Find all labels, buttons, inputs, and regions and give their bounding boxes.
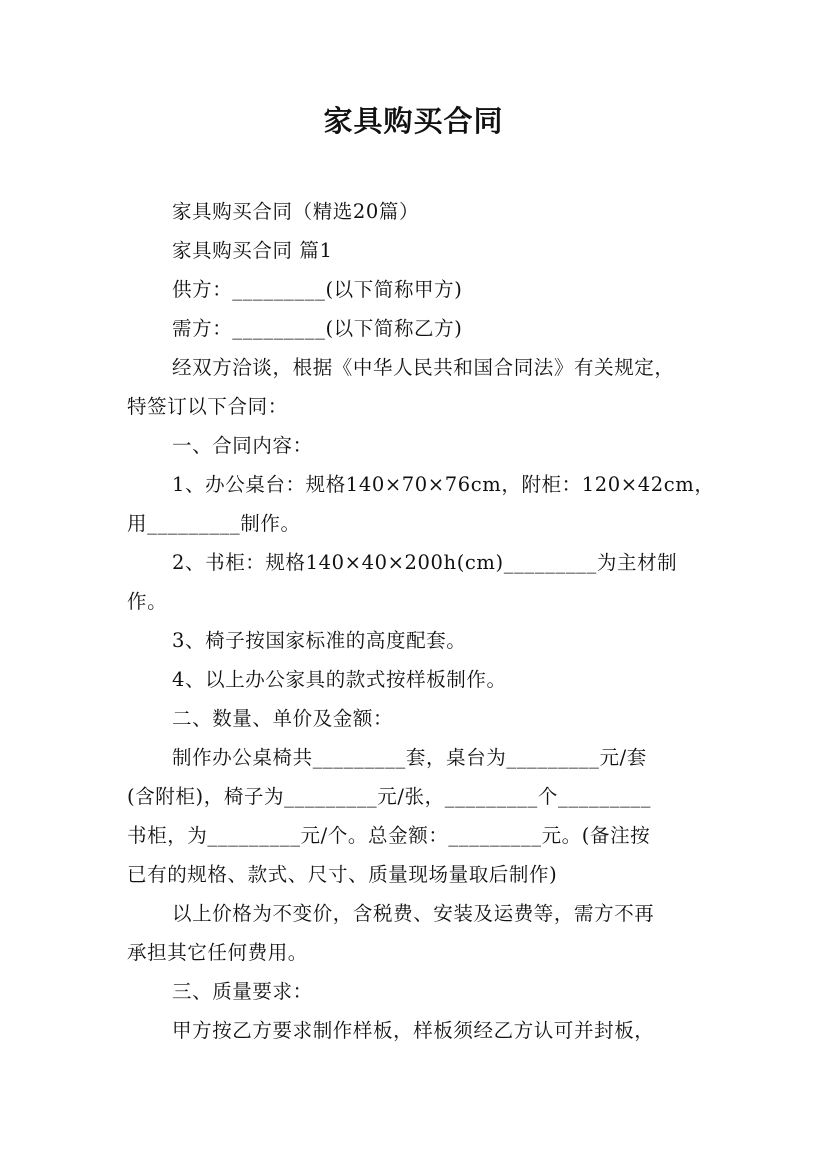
clause-heading-line: 一、合同内容：: [172, 434, 313, 457]
paragraph-line: 1、办公桌台：规格140×70×76cm，附柜：120×42cm，: [172, 473, 715, 496]
paragraph-line: 3、椅子按国家标准的高度配套。: [172, 629, 467, 652]
paragraph-line: 甲方按乙方要求制作样板，样板须经乙方认可并封板，: [172, 1019, 655, 1042]
paragraph-line: 书柜，为_________元/个。总金额：_________元。(备注按: [127, 824, 651, 847]
buyer-line: 需方：_________(以下简称乙方): [172, 317, 463, 340]
paragraph-line: 承担其它任何费用。: [127, 941, 308, 964]
paragraph-line: 特签订以下合同：: [127, 395, 288, 418]
paragraph-line: 制作办公桌椅共_________套，桌台为_________元/套: [172, 746, 647, 769]
document-title: 家具购买合同: [323, 104, 504, 138]
paragraph-line: 以上价格为不变价，含税费、安装及运费等，需方不再: [172, 902, 655, 925]
paragraph-line: 4、以上办公家具的款式按样板制作。: [172, 668, 507, 691]
paragraph-line: 经双方洽谈，根据《中华人民共和国合同法》有关规定，: [172, 356, 675, 379]
section-heading-line: 家具购买合同 篇1: [172, 239, 333, 262]
paragraph-line: (含附柜)，椅子为_________元/张，_________个_________: [127, 785, 652, 808]
paragraph-line: 已有的规格、款式、尺寸、质量现场量取后制作): [127, 863, 558, 886]
paragraph-line: 用_________制作。: [127, 512, 301, 535]
subtitle-line: 家具购买合同（精选20篇）: [172, 200, 420, 223]
paragraph-line: 作。: [127, 590, 168, 613]
clause-heading-line: 二、数量、单价及金额：: [172, 707, 394, 730]
paragraph-line: 2、书柜：规格140×40×200h(cm)_________为主材制: [172, 551, 678, 574]
clause-heading-line: 三、质量要求：: [172, 980, 313, 1003]
supplier-line: 供方：_________(以下简称甲方): [172, 278, 463, 301]
